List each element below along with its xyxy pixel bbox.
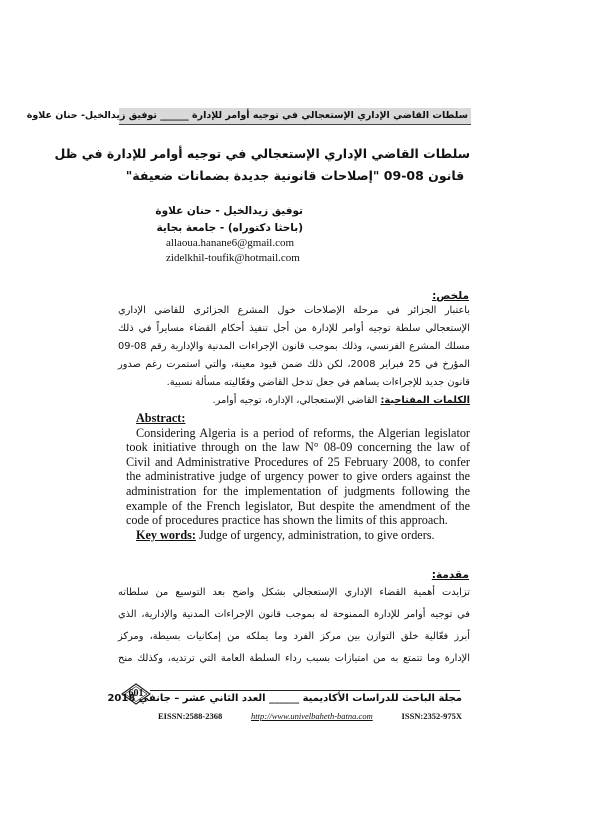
author-affiliation: (باحثا دكتوراه) - جامعة بجاية <box>156 222 303 234</box>
keywords-en-label: Key words: <box>136 527 196 542</box>
abstract-en-heading: Abstract: <box>136 411 186 425</box>
keywords-en-text: Judge of urgency, administration, to give orders. <box>198 527 435 542</box>
abstract-ar-line: مسلك المشرع الفرنسي، وذلك بموجب قانون الإجراءات المدنية والإدارية رقم 08-09 <box>118 341 470 352</box>
footer-journal: مجلة الباحث للدراسات الأكاديمية ______ العدد الثاني عشر – جانفي 2018 <box>107 693 462 704</box>
abstract-ar-heading: ملخص: <box>432 290 469 302</box>
footer-issn: ISSN:2352-975X <box>401 711 462 721</box>
abstract-ar-line: الإستعجالي سلطة توجيه أوامر للإدارة من أجل تنفيذ أحكام القضاء مسايراً في ذلك <box>118 323 470 334</box>
abstract-en <box>126 411 470 542</box>
keywords-ar <box>118 394 470 408</box>
keywords-ar-label: الكلمات المفتاحية: <box>380 395 470 406</box>
article-title-line-2: قانون 08-09 "إصلاحات قانونية جديدة بضمانات ضعيفة" <box>125 168 465 183</box>
keywords-ar-text: القاضي الإستعجالي، الإدارة، توجيه أوامر. <box>212 395 378 406</box>
footer-eissn: EISSN:2588-2368 <box>158 711 223 721</box>
intro-line: أبرز فعّالية خلق التوازن بين مركز الفرد وما يملكه من إمكانيات بسيطة، ومركز <box>118 631 470 642</box>
author-email-1[interactable]: allaoua.hanane6@gmail.com <box>166 237 295 249</box>
running-header: سلطات القاضي الإداري الإستعجالي في توجيه أوامر للإدارة ______ توفيق زيدالخيل- حنان علاوة <box>26 110 468 121</box>
author-email-2[interactable]: zidelkhil-toufik@hotmail.com <box>166 252 300 264</box>
abstract-ar-line: قانون جديد للإجراءات يساهم في جعل تدخل القاضي وفعّاليته مسألة نسبية. <box>166 377 470 388</box>
intro-line: تزايدت أهمية القضاء الإداري الإستعجالي بشكل واضح بعد التوسيع من سلطاته <box>118 587 470 598</box>
author-names: توفيق زيدالخيل - حنان علاوة <box>155 205 303 217</box>
article-title-line-1: سلطات القاضي الإداري الإستعجالي في توجيه أوامر للإدارة في ظل <box>54 146 470 161</box>
abstract-en-text: Considering Algeria is a period of reforms, the Algerian legislator took initiative through on the law N° 08-09 concerning the law of Civil and Administrative Procedures of 25 February 2008, to confer the administrative judge of urgency power to give orders against the administration for the implementation of judgments following the example of the French legislator, But despite the amendment of the code of procedures practice has shown the limits of this approach. <box>126 425 470 528</box>
footer-url[interactable]: http://www.univelbaheth-batna.com <box>251 711 373 721</box>
keywords-en <box>126 528 470 543</box>
abstract-ar-line: باعتبار الجزائر في مرحلة الإصلاحات خول المشرع الجزائري للقاضي الإداري <box>118 305 470 316</box>
footer-divider <box>150 690 460 691</box>
footer-identifiers <box>158 711 462 721</box>
intro-heading: مقدمة: <box>431 569 469 581</box>
abstract-ar-line: المؤرخ في 25 فبراير 2008، لكن ذلك ضمن قيود معينة، والتي استمرت رغم صدور <box>118 359 470 370</box>
intro-line: في توجيه أوامر للإدارة الممنوحة له بموجب قانون الإجراءات المدنية والإدارية، الذي <box>118 609 470 620</box>
intro-line: الإدارة وما تتمتع به من امتيازات بسبب رداء السلطة العامة التي ترتديه، وكذلك منح <box>118 653 470 664</box>
page-number: 601 <box>128 688 144 699</box>
